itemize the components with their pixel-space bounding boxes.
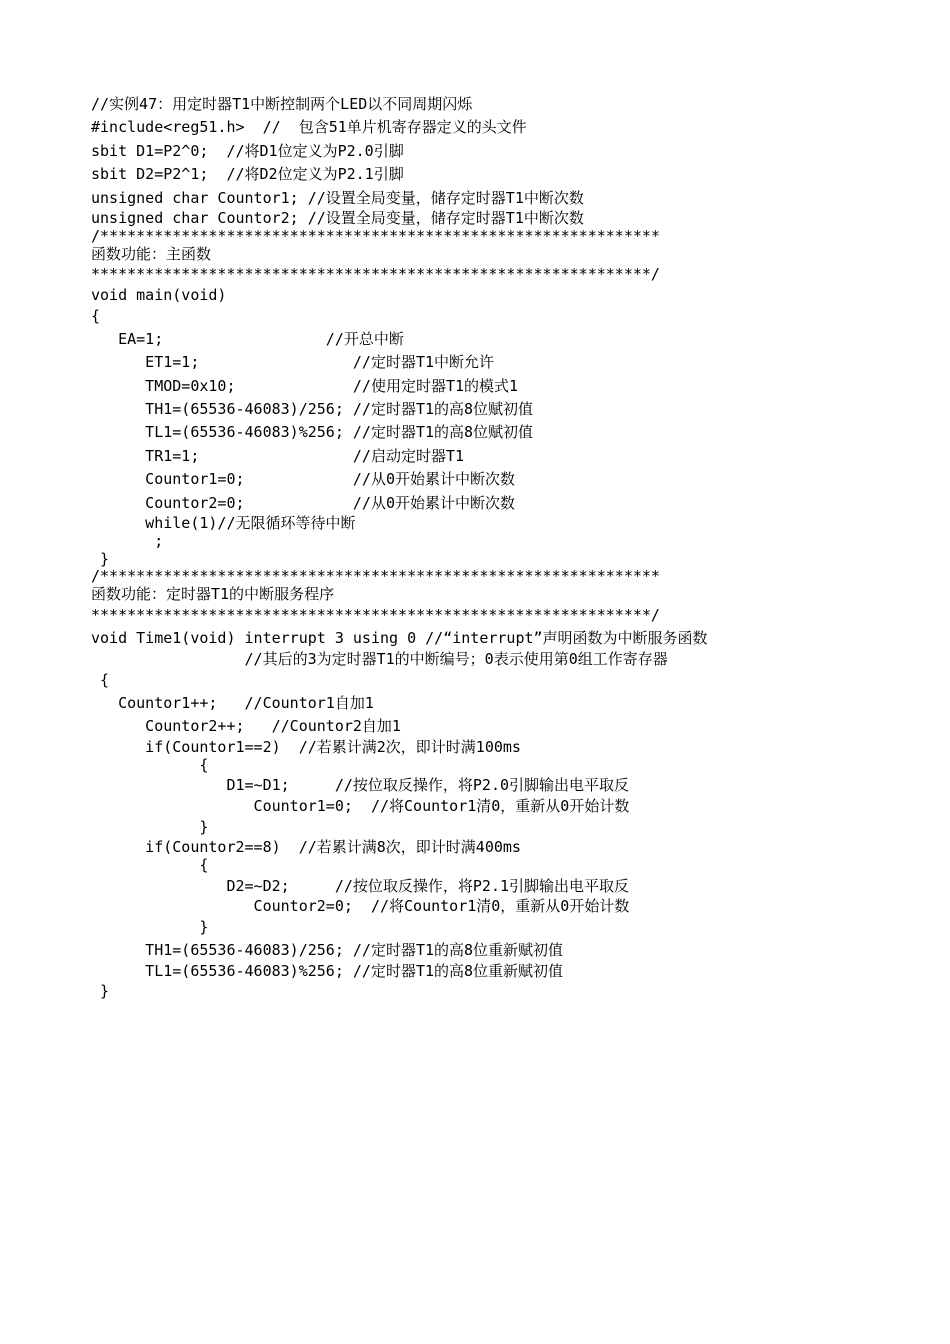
- code-line-countor1-init: Countor1=0; //从0开始累计中断次数: [91, 470, 515, 489]
- code-line-comment-open-2: /**************************************************************: [91, 567, 660, 586]
- code-listing: [91, 93, 931, 1004]
- code-line-tr1: TR1=1; //启动定时器T1: [91, 446, 465, 465]
- code-line-main-open-brace: {: [91, 306, 101, 325]
- code-line-et1: ET1=1; //定时器T1中断允许: [91, 353, 495, 372]
- code-line-countor2-decl: unsigned char Countor2; //设置全局变量，储存定时器T1中断次数: [91, 208, 584, 227]
- code-line-toggle-d2: D2=~D2; //按位取反操作，将P2.1引脚输出电平取反: [91, 876, 630, 895]
- code-line-toggle-d1: D1=~D1; //按位取反操作，将P2.0引脚输出电平取反: [91, 776, 630, 795]
- code-line-sbit-d2: sbit D2=P2^1; //将D2位定义为P2.1引脚: [91, 165, 404, 184]
- code-line-main-signature: void main(void): [91, 285, 227, 304]
- code-line-reset-countor1: Countor1=0; //将Countor1清0，重新从0开始计数: [91, 796, 630, 815]
- code-line-tl1-reload: TL1=(65536-46083)%256; //定时器T1的高8位重新赋初值: [91, 961, 564, 980]
- code-line-if1-open-brace: {: [91, 755, 209, 774]
- code-line-while-loop: while(1)//无限循环等待中断: [91, 514, 356, 533]
- code-line-countor2-increment: Countor2++; //Countor2自加1: [91, 717, 401, 736]
- code-line-if-countor2: if(Countor2==8) //若累计满8次，即计时满400ms: [91, 837, 521, 856]
- code-line-comment-open: /**************************************************************: [91, 226, 660, 245]
- code-line-sbit-d1: sbit D1=P2^0; //将D1位定义为P2.0引脚: [91, 141, 404, 160]
- code-line-countor1-decl: unsigned char Countor1; //设置全局变量，储存定时器T1中断次数: [91, 188, 584, 207]
- code-line-tmod: TMOD=0x10; //使用定时器T1的模式1: [91, 376, 519, 395]
- code-line-isr-close-brace: }: [91, 982, 110, 1001]
- code-line-tl1-init: TL1=(65536-46083)%256; //定时器T1的高8位赋初值: [91, 423, 534, 442]
- code-line-isr-signature: void Time1(void) interrupt 3 using 0 //“interrupt”声明函数为中断服务函数: [91, 629, 708, 648]
- code-line-title-comment: //实例47：用定时器T1中断控制两个LED以不同周期闪烁: [91, 95, 473, 113]
- code-line-th1-init: TH1=(65536-46083)/256; //定时器T1的高8位赋初值: [91, 400, 534, 419]
- code-line-if2-close-brace: }: [91, 917, 209, 936]
- code-line-if2-open-brace: {: [91, 855, 209, 874]
- code-line-isr-open-brace: {: [91, 670, 110, 689]
- code-line-countor1-increment: Countor1++; //Countor1自加1: [91, 694, 374, 712]
- code-line-empty-statement: ;: [91, 531, 164, 550]
- code-line-main-function-desc: 函数功能：主函数: [91, 244, 212, 263]
- code-line-comment-close: **************************************************************/: [91, 265, 660, 284]
- code-line-isr-function-desc: 函数功能：定时器T1的中断服务程序: [91, 585, 335, 604]
- code-line-ea: EA=1; //开总中断: [91, 329, 404, 348]
- code-line-countor2-init: Countor2=0; //从0开始累计中断次数: [91, 493, 515, 512]
- code-line-main-close-brace: }: [91, 549, 110, 568]
- code-line-reset-countor2: Countor2=0; //将Countor1清0，重新从0开始计数: [91, 896, 630, 915]
- code-line-if1-close-brace: }: [91, 817, 209, 836]
- code-line-isr-signature-comment: //其后的3为定时器T1的中断编号；0表示使用第0组工作寄存器: [91, 649, 668, 668]
- code-line-if-countor1: if(Countor1==2) //若累计满2次，即计时满100ms: [91, 737, 521, 756]
- code-line-include: #include<reg51.h> // 包含51单片机寄存器定义的头文件: [91, 118, 527, 137]
- code-line-th1-reload: TH1=(65536-46083)/256; //定时器T1的高8位重新赋初值: [91, 941, 564, 960]
- code-line-comment-close-2: **************************************************************/: [91, 606, 660, 625]
